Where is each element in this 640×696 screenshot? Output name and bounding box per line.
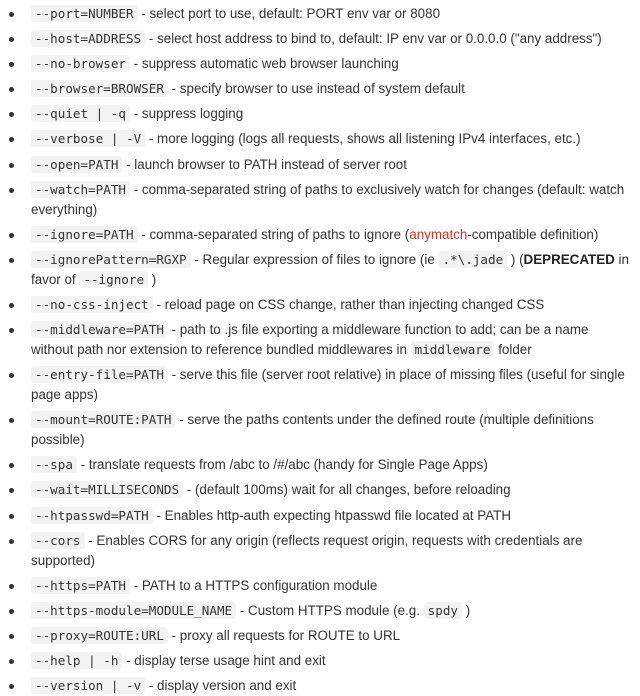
option-description: )	[462, 602, 471, 618]
option-description: folder	[494, 342, 532, 358]
option-description: - display terse usage hint and exit	[122, 652, 326, 668]
option-description: - Enables http-auth expecting htpasswd file located at PATH	[152, 507, 512, 523]
option-code: --wait=MILLISECONDS	[31, 481, 183, 498]
list-item	[31, 531, 630, 571]
list-item	[31, 225, 630, 245]
option-description: - display version and exit	[145, 678, 297, 694]
option-description: - PATH to a HTTPS configuration module	[130, 577, 378, 593]
list-item	[31, 320, 630, 360]
option-description: - comma-separated string of paths to exclusively watch for changes (default: watch everything)	[31, 181, 625, 217]
option-description: - translate requests from /abc to /#/abc (handy for Single Page Apps)	[76, 457, 488, 473]
option-description: -compatible definition)	[467, 226, 599, 242]
option-description: - Enables CORS for any origin (reflects request origin, requests with credentials are supported)	[31, 532, 583, 568]
list-item	[31, 104, 630, 124]
option-code: --port=NUMBER	[31, 5, 138, 22]
option-description: - more logging (logs all requests, shows all listening IPv4 interfaces, etc.)	[145, 131, 581, 147]
list-item	[31, 250, 630, 290]
option-code: --watch=PATH	[31, 181, 130, 198]
option-code: --proxy=ROUTE:URL	[31, 627, 168, 644]
option-description: - (default 100ms) wait for all changes, before reloading	[183, 482, 511, 498]
list-item	[31, 676, 630, 696]
list-item	[31, 410, 630, 450]
option-description: - serve the paths contents under the defined route (multiple definitions possible)	[31, 412, 594, 448]
list-item	[31, 365, 630, 405]
option-description: - comma-separated string of paths to ignore (	[137, 226, 410, 242]
inline-code: --ignore	[79, 271, 148, 288]
list-item	[31, 455, 630, 475]
list-item	[31, 295, 630, 315]
option-code: --quiet | -q	[31, 105, 130, 122]
option-description: - Custom HTTPS module (e.g.	[236, 602, 424, 618]
list-item	[31, 54, 630, 74]
list-item	[31, 601, 630, 621]
list-item	[31, 155, 630, 175]
option-description: )	[148, 271, 157, 287]
list-item	[31, 651, 630, 671]
option-code: --https=PATH	[31, 577, 130, 594]
option-description: - suppress automatic web browser launching	[130, 56, 399, 72]
option-description: - Regular expression of files to ignore (ie	[190, 251, 439, 267]
options-list	[0, 4, 630, 696]
option-description: - suppress logging	[130, 106, 244, 122]
list-item	[31, 4, 630, 24]
list-item	[31, 626, 630, 646]
option-description: - proxy all requests for ROUTE to URL	[167, 627, 401, 643]
list-item	[31, 180, 630, 220]
option-description: - reload page on CSS change, rather than injecting changed CSS	[152, 296, 545, 312]
option-code: --entry-file=PATH	[31, 366, 168, 383]
inline-code: middleware	[411, 341, 495, 358]
list-item	[31, 129, 630, 149]
option-description: in favor of	[31, 251, 629, 287]
list-item	[31, 576, 630, 596]
inline-code: spdy	[424, 602, 462, 619]
anymatch-link[interactable]: anymatch	[409, 226, 468, 242]
option-code: --spa	[31, 456, 77, 473]
option-code: --open=PATH	[31, 156, 122, 173]
option-description: - specify browser to use instead of system default	[167, 81, 465, 97]
option-description: - select port to use, default: PORT env var or 8080	[137, 6, 441, 21]
option-code: --cors	[31, 532, 85, 549]
list-item	[31, 29, 630, 49]
option-code: --no-browser	[31, 55, 130, 72]
option-code: --https-module=MODULE_NAME	[31, 602, 236, 619]
option-code: --help | -h	[31, 652, 122, 669]
option-description: - path to .js file exporting a middleware function to add; can be a name without path nor extension to reference bundled middlewares in	[31, 322, 589, 358]
option-code: --browser=BROWSER	[31, 80, 168, 97]
option-code: --verbose | -V	[31, 130, 145, 147]
option-code: --host=ADDRESS	[31, 30, 145, 47]
list-item	[31, 480, 630, 500]
list-item	[31, 506, 630, 526]
deprecated-label: DEPRECATED	[523, 251, 615, 267]
option-code: --ignorePattern=RGXP	[31, 251, 191, 268]
option-description: - serve this file (server root relative) in place of missing files (useful for single page apps)	[31, 367, 625, 403]
option-code: --htpasswd=PATH	[31, 507, 153, 524]
option-code: --mount=ROUTE:PATH	[31, 411, 175, 428]
option-code: --no-css-inject	[31, 296, 153, 313]
inline-code: .*\.jade	[439, 251, 508, 268]
option-code: --version | -v	[31, 677, 145, 694]
option-code: --middleware=PATH	[31, 321, 168, 338]
option-code: --ignore=PATH	[31, 226, 138, 243]
option-description: - launch browser to PATH instead of server root	[122, 156, 407, 172]
option-description: - select host address to bind to, default: IP env var or 0.0.0.0 ("any address")	[145, 31, 602, 47]
list-item	[31, 79, 630, 99]
option-description: ) (	[507, 251, 524, 267]
